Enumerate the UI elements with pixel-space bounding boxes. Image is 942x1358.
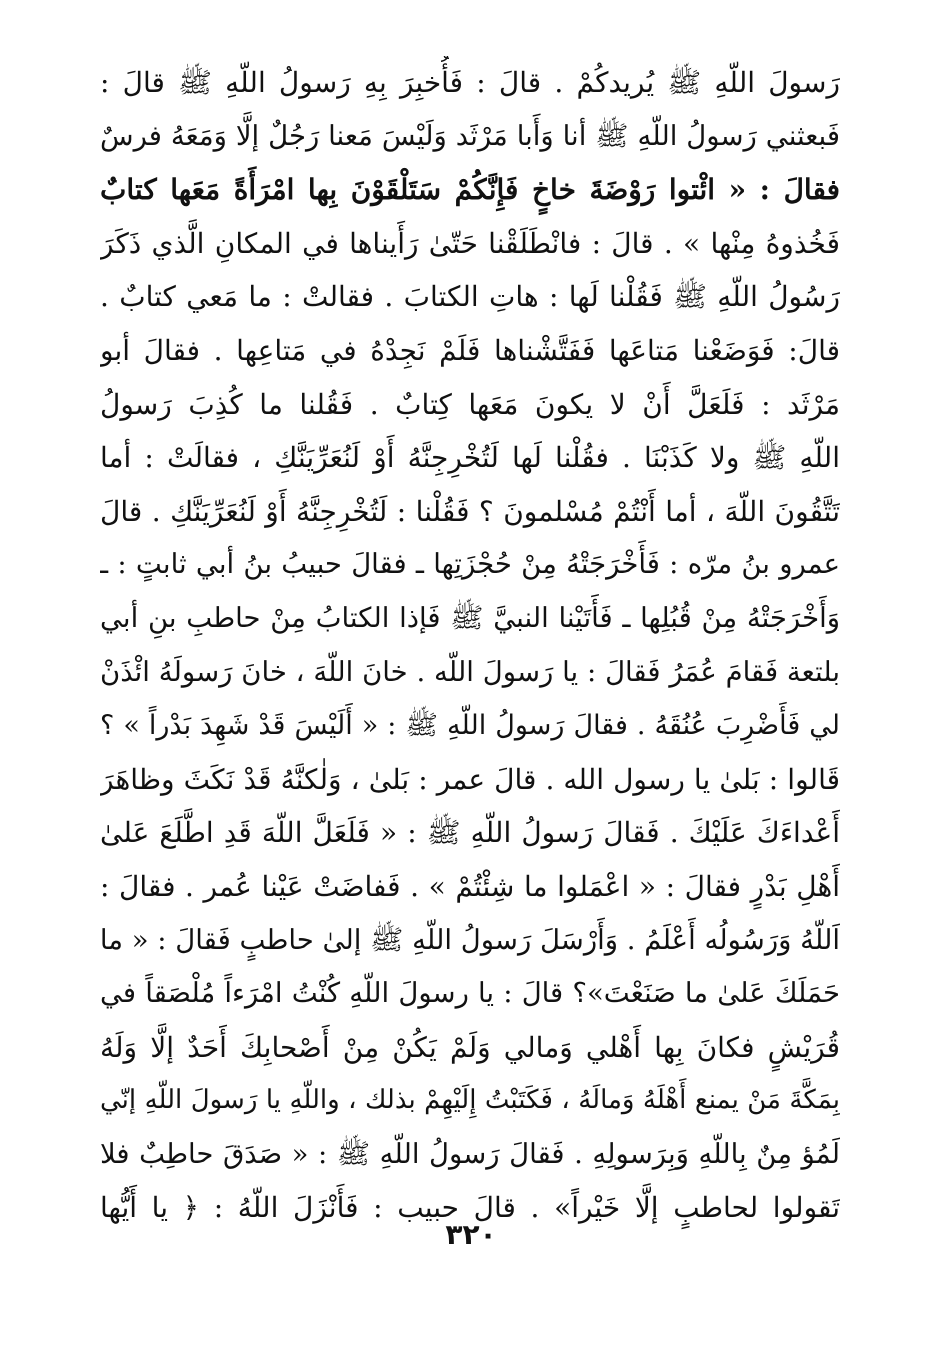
text-line: اللّهِ ﷺ ولا كَذَبْنَا . فقُلْنا لَها لَتُخْرِجِنَّهُ أَوْ لَنُعَرِّيَنَّكِ ، فقالَتْ : أما	[100, 441, 840, 475]
text-line: قُرَيْشٍ فكانَ بِها أَهْلي وَمالي وَلَمْ يَكُنْ مِنْ أَصْحابِكَ أَحَدٌ إلَّا وَلَهُ	[100, 1030, 840, 1064]
text-line: تَتَّقُونَ اللّهَ ، أما أَنْتُمْ مُسْلمونَ ؟ فَقُلْنا : لَتُخْرِجِنَّهُ أَوْ لَنُعَرِّيَنَّكِ . قالَ	[100, 494, 840, 528]
text-line: أَعْداءَكَ عَلَيْكَ . فَقالَ رَسولُ اللّهِ ﷺ : « فَلَعَلَّ اللّهَ قَدِ اطَّلَعَ عَلىٰ	[100, 816, 840, 850]
text-line: عمرو بنُ مرّه : فَأَخْرَجَتْهُ مِنْ حُجْزَتِها ـ فقالَ حبيبُ بنُ أبي ثابتٍ : ـ	[100, 548, 840, 581]
text-line: أَهْلِ بَدْرٍ فقالَ : « اعْمَلوا ما شِئْتُمْ » . فَفاضَتْ عَيْنا عُمر . فقالَ :	[100, 869, 840, 903]
text-line: وَأَخْرَجَتْهُ مِنْ قُبُلِها ـ فَأَتَيْنا النبيَّ ﷺ فَإذا الكتابُ مِنْ حاطبِ بنِ أبي	[100, 601, 840, 634]
text-line: تَقولوا لحاطبٍ إلَّا خَيْراً» . قالَ حبيب : فَأَنْزَلَ اللّهُ : ﴿ يا أَيُّها	[100, 1191, 840, 1225]
text-line: فَبعثني رَسولُ اللّهِ ﷺ أنا وَأَبا مَرْثَد وَلَيْسَ مَعنا رَجُلٌ إلَّا وَمَعَهُ فرسٌ	[100, 119, 840, 152]
text-line: لَمُؤ مِنٌ بِاللّهِ وَبِرَسولِهِ . فَقالَ رَسولُ اللّهِ ﷺ : « صَدَقَ حاطِبٌ فلا	[100, 1137, 840, 1170]
body-text	[100, 56, 840, 1235]
text-line: بلتعة فَقامَ عُمَرُ فَقالَ : يا رَسولَ اللّه . خانَ اللّهَ ، خانَ رَسولَهُ ائْذَنْ	[100, 655, 840, 688]
text-line: بِمَكَّةَ مَنْ يمنع أَهْلَهُ وَمالَهُ ، فَكَتَبْتُ إِلَيْهِمْ بذلك ، واللّهِ يا رَسولَ اللّهِ إنّي	[100, 1085, 840, 1116]
page-number: ٣٢٠	[445, 1218, 497, 1251]
text-line: فقالَ : « ائْتوا رَوْضَةَ خاخٍ فَإِنَّكُمْ سَتَلْقَوْنَ بِها امْرَأَةً مَعَها كتابٌ	[100, 173, 840, 207]
text-line: قَالوا : بَلىٰ يا رسول الله . قالَ عمر : بَلىٰ ، وَلٰكنَّهُ قَدْ نَكَثَ وظاهَرَ	[100, 762, 840, 796]
text-line: رَسولَ اللّهِ ﷺ يُريدكُمْ . قالَ : فَأُخبِرَ بِهِ رَسولُ اللّهِ ﷺ قالَ :	[100, 66, 840, 99]
text-line: لي فَأَضْرِبَ عُنُقَهُ . فقالَ رَسولُ اللّهِ ﷺ : « أَلَيْسَ قَدْ شَهِدَ بَدْراً » ؟	[100, 710, 840, 742]
text-line: حَمَلَكَ عَلىٰ ما صَنَعْتَ»؟ قالَ : يا رسولَ اللّهِ كُنْتُ امْرَءاً مُلْصَقاً في	[100, 977, 840, 1010]
text-line: مَرْثَد : فَلَعَلَّ أَنْ لا يكونَ مَعَها كِتابٌ . فَقُلنا ما كُذِبَ رَسولُ	[100, 387, 840, 421]
text-line: اَللّهُ وَرَسُولُه أَعْلَمُ . وَأَرْسَلَ رَسولُ اللّهِ ﷺ إلىٰ حاطبٍ فَقالَ : « ما	[100, 923, 840, 956]
text-line: قالَ: فَوَضَعْنا مَتاعَها فَفَتَّشْناها فَلَمْ نَجِدْهُ في مَتاعِها . فقالَ أبو	[100, 333, 840, 367]
text-line: فَخُذوهُ مِنْها » . قالَ : فانْطَلَقْنا حَتّىٰ رَأَيناها في المكانِ الَّذي ذَكَرَ	[100, 226, 840, 260]
text-line: رَسُولُ اللّهِ ﷺ فَقُلْنا لَها : هاتِ الكتابَ . فقالتْ : ما مَعي كتابٌ .	[100, 280, 840, 314]
